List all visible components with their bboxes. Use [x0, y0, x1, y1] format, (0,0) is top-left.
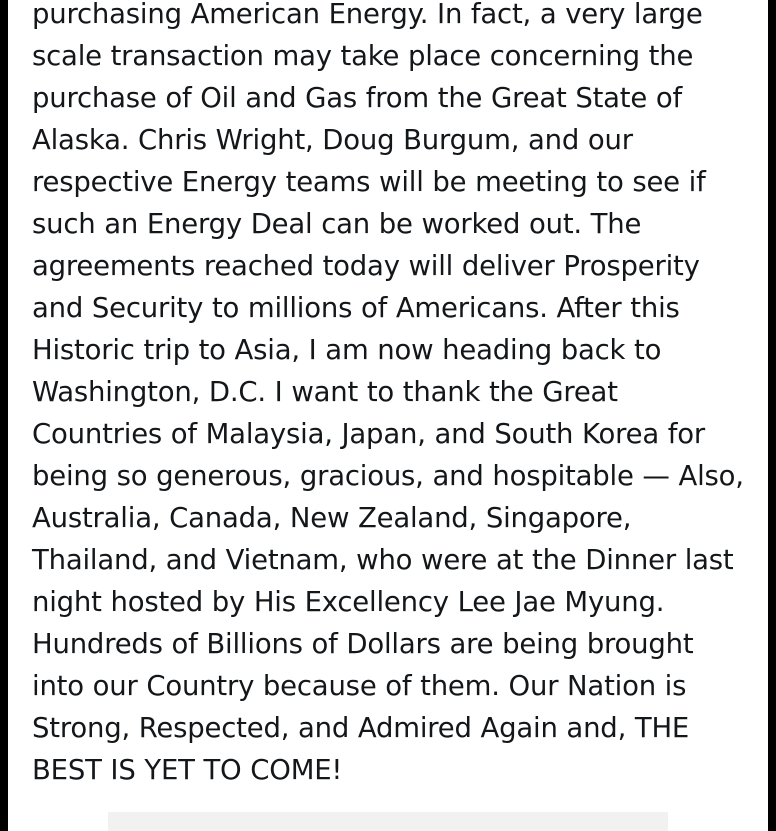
bottom-home-indicator-area — [108, 812, 668, 831]
left-screen-edge — [0, 0, 8, 831]
post-card[interactable] — [8, 0, 768, 806]
right-screen-edge — [768, 0, 776, 831]
post-body-text: purchasing American Energy. In fact, a very large scale transaction may take place concerning the purchase of Oil and Gas from the Great State of Alaska. Chris Wright, Doug Burgum, and our respective Energy teams will be meeting to see if such an Energy Deal can be worked out. The agreements reached today will deliver Prosperity and Security to millions of Americans. After this Historic trip to Asia, I am now heading back to Washington, D.C. I want to thank the Great Countries of Malaysia, Japan, and South Korea for being so generous, gracious, and hospitable — Also, Australia, Canada, New Zealand, Singapore, Thailand, and Vietnam, who were at the Dinner last night hosted by His Excellency Lee Jae Myung. Hundreds of Billions of Dollars are being brought into our Country because of them. Our Nation is Strong, Respected, and Admired Again and, THE BEST IS YET TO COME! — [32, 0, 744, 786]
